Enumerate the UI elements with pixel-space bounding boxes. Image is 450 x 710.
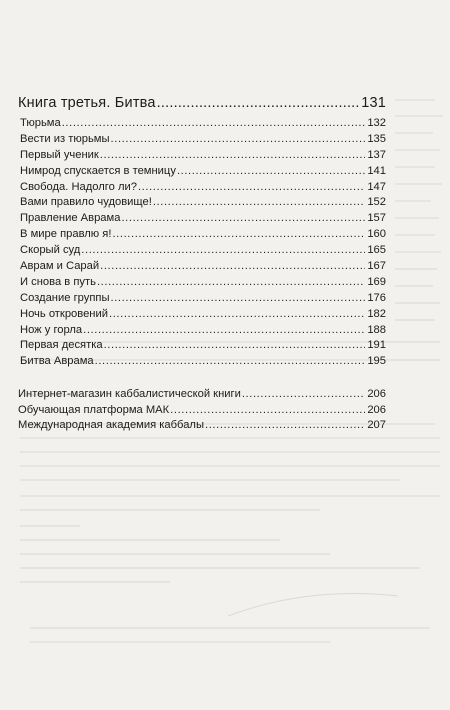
entry-title: Обучающая платформа МАК <box>18 403 170 416</box>
entry-title: Скорый суд <box>20 244 81 257</box>
entry-page: 207 <box>367 419 386 432</box>
toc-entry <box>20 259 386 275</box>
entry-page: 176 <box>367 291 386 304</box>
dot-leader <box>95 354 365 370</box>
entry-page: 147 <box>367 180 386 193</box>
toc-entry <box>20 148 386 164</box>
entry-page: 157 <box>367 212 386 225</box>
entry-page: 195 <box>367 355 386 368</box>
entry-page: 165 <box>367 244 386 257</box>
entry-title: Битва Аврама <box>20 355 94 368</box>
entry-page: 132 <box>367 117 386 129</box>
entry-title: Вами правило чудовище! <box>20 196 152 209</box>
dot-leader <box>62 116 365 132</box>
toc-entry <box>18 403 386 419</box>
dot-leader <box>97 275 365 291</box>
toc-entry <box>20 338 386 354</box>
entry-page: 206 <box>367 403 386 416</box>
dot-leader <box>177 164 365 180</box>
part-title: Книга третья. Битва <box>18 95 156 111</box>
toc-entry <box>20 307 386 323</box>
entry-title: Международная академия каббалы <box>18 419 204 432</box>
dot-leader <box>157 95 361 111</box>
dot-leader <box>205 418 365 434</box>
dot-leader <box>112 227 365 243</box>
toc-entry <box>20 275 386 291</box>
toc-entry <box>20 243 386 259</box>
toc-entry <box>20 291 386 307</box>
entry-page: 206 <box>367 388 386 401</box>
part-page: 131 <box>361 95 386 111</box>
dot-leader <box>138 180 365 196</box>
chapter-list <box>20 116 386 370</box>
entry-page: 135 <box>367 132 386 145</box>
entry-title: Нимрод спускается в темницу <box>20 164 176 177</box>
entry-title: Первый ученик <box>20 148 99 161</box>
dot-leader <box>100 259 365 275</box>
dot-leader <box>100 148 365 164</box>
entry-title: И снова в путь <box>20 275 96 288</box>
toc-entry <box>20 116 386 132</box>
entry-title: В мире правлю я! <box>20 228 112 241</box>
entry-title: Нож у горла <box>20 323 83 336</box>
toc-entry <box>20 354 386 370</box>
toc-entry <box>20 164 386 180</box>
entry-page: 137 <box>367 148 386 161</box>
entry-page: 160 <box>367 228 386 241</box>
toc-entry <box>20 132 386 148</box>
dot-leader <box>83 323 365 339</box>
appendix-list <box>18 387 386 434</box>
dot-leader <box>81 243 365 259</box>
entry-title: Интернет-магазин каббалистической книги <box>18 388 241 401</box>
entry-title: Аврам и Сарай <box>20 260 100 273</box>
entry-page: 188 <box>367 323 386 336</box>
dot-leader <box>170 403 365 419</box>
part-heading <box>18 95 386 115</box>
entry-title: Ночь откровений <box>20 307 108 320</box>
toc-entry <box>20 227 386 243</box>
entry-page: 191 <box>367 339 386 352</box>
entry-page: 152 <box>367 196 386 209</box>
dot-leader <box>104 338 365 354</box>
dot-leader <box>111 291 366 307</box>
entry-title: Создание группы <box>20 291 110 304</box>
entry-page: 141 <box>367 164 386 177</box>
dot-leader <box>109 307 365 323</box>
dot-leader <box>242 387 365 403</box>
dot-leader <box>121 211 365 227</box>
toc-entry <box>18 387 386 403</box>
entry-page: 169 <box>367 275 386 288</box>
entry-title: Свобода. Надолго ли? <box>20 180 137 193</box>
toc-entry <box>20 323 386 339</box>
toc-entry <box>20 180 386 196</box>
entry-title: Тюрьма <box>20 117 61 129</box>
toc-entry <box>18 418 386 434</box>
entry-page: 167 <box>367 260 386 273</box>
toc-entry <box>20 195 386 211</box>
entry-title: Правление Аврама <box>20 212 121 225</box>
dot-leader <box>111 132 365 148</box>
entry-title: Первая десятка <box>20 339 103 352</box>
entry-title: Вести из тюрьмы <box>20 132 110 145</box>
entry-page: 182 <box>367 307 386 320</box>
table-of-contents <box>18 95 386 434</box>
toc-entry <box>20 211 386 227</box>
dot-leader <box>153 195 365 211</box>
